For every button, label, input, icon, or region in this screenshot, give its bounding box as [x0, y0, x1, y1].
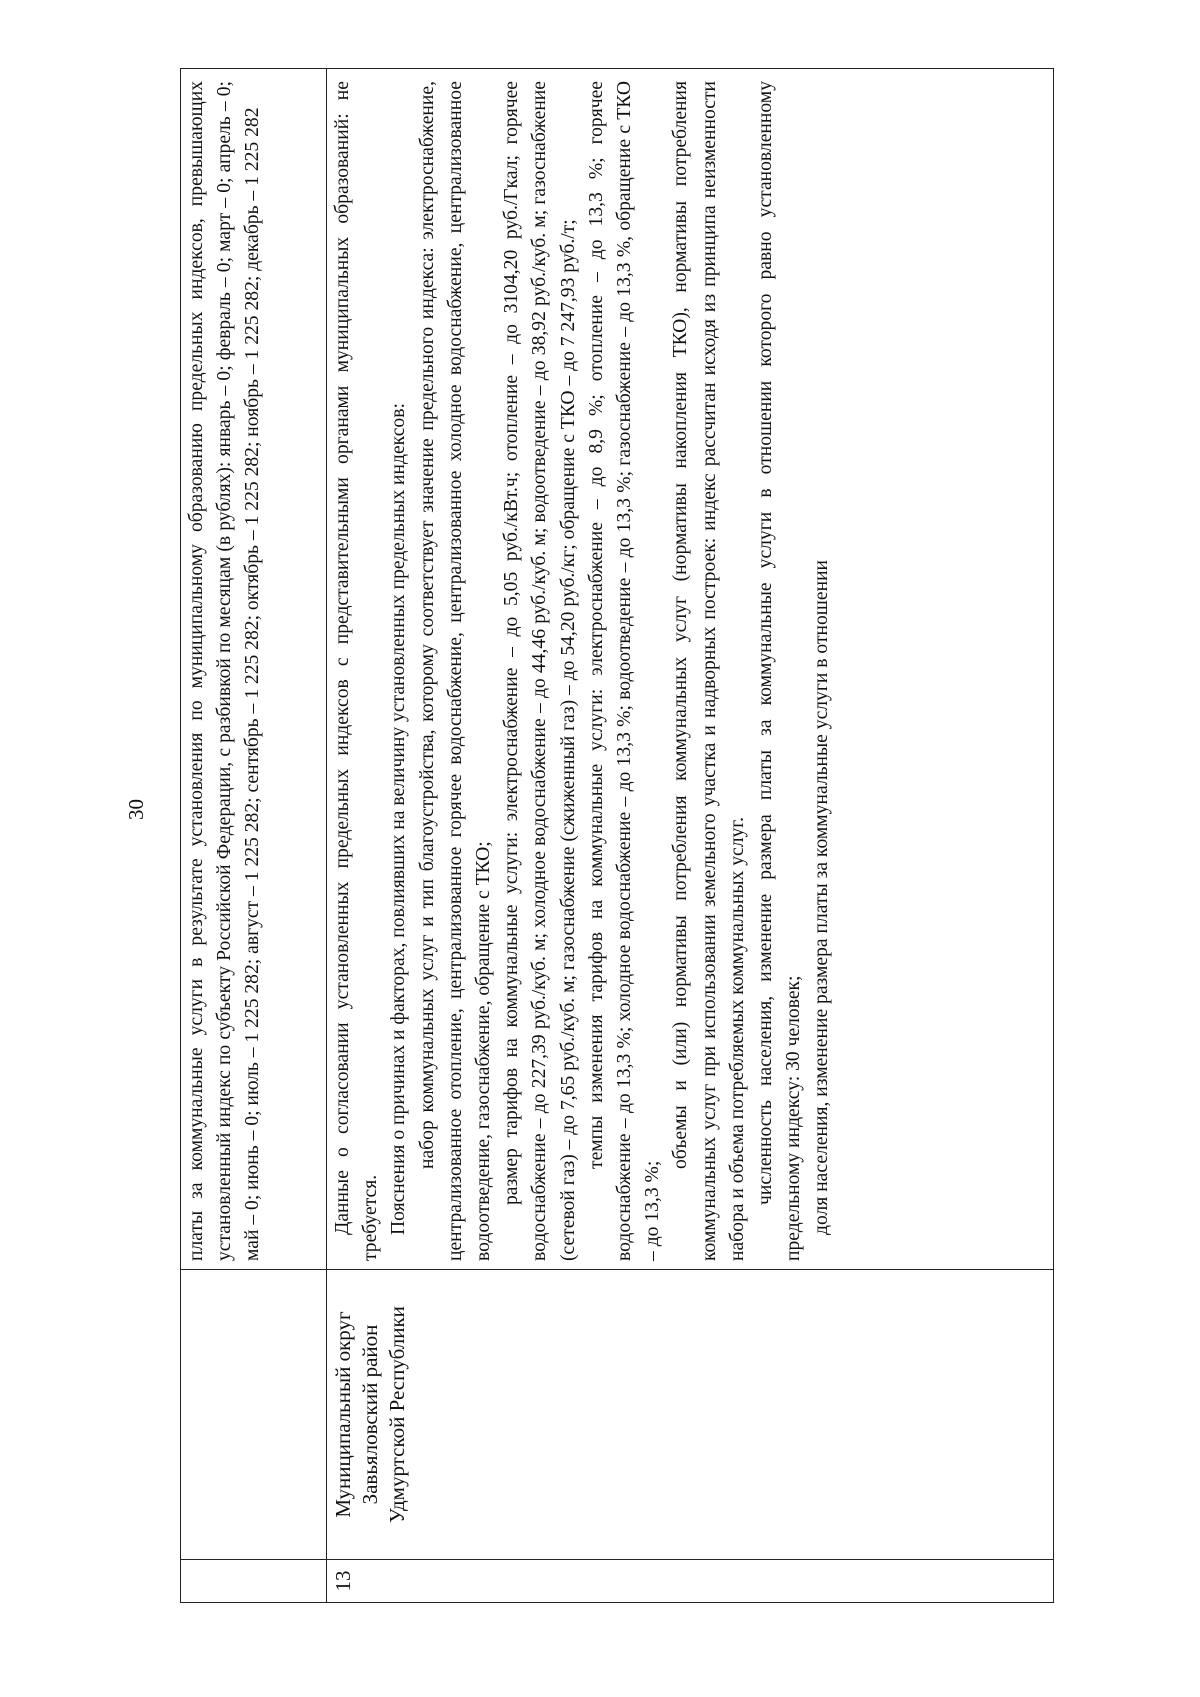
description-paragraph: доля населения, изменение размера платы за коммунальные услуги в отношении: [811, 559, 833, 1235]
municipality-name: Муниципальный округ Завьяловский район Удмуртской Республики: [331, 1306, 409, 1523]
description-cell: [181, 69, 326, 1269]
description-paragraph: темпы изменения тарифов на коммунальные услуги: электроснабжение – до 8,9 %; отопление – до 13,3 %; горячее водоснабжение – до 13,3 %; холодное водоснабжение – до 13,3 %; водоотведение – до 13,3 %; газоснабжение – до 13,3 %, обращение с ТКО – до 13,3 %;: [585, 81, 664, 1261]
description-paragraph: Данные о согласовании установленных предельных индексов с представительными органами муниципальных образований: не требуется.: [332, 81, 382, 1261]
page-number: 30: [124, 799, 148, 820]
landscape-table-sheet: [180, 68, 1054, 1603]
municipality-name: [181, 1270, 184, 1559]
table-row-13: [327, 69, 1054, 1602]
row-number-cell: [181, 1559, 326, 1602]
municipality-cell: [327, 1269, 1054, 1559]
description-paragraph: численность населения, изменение размера платы за коммунальные услуги в отношении которого равно установленному предельному индексу: 30 человек;: [755, 81, 805, 1261]
data-table: [180, 68, 1054, 1603]
description-paragraph: объемы и (или) нормативы потребления коммунальных услуг (нормативы накопления ТКО), нормативы потребления коммунальных услуг при использовании земельного участка и надворных построек: индекс рассчитан исходя из принципа неизменности набора и объема потребляемых коммунальных услуг.: [670, 81, 748, 1261]
description-paragraph: размер тарифов на коммунальные услуги: электроснабжение – до 5,05 руб./кВт.ч; отопление – до 3104,20 руб./Гкал; горячее водоснабжение – до 227,39 руб./куб. м; холодное водоснабжение – до 44,46 руб./куб. м; водоотведение – до 38,92 руб./куб. м; газоснабжение (сетевой газ) – до 7,65 руб./куб. м; газоснабжение (сжиженный газ) – до 54,20 руб./кг; обращение с ТКО – до 7 247,93 руб./т;: [501, 81, 579, 1261]
description-paragraph: набор коммунальных услуг и тип благоустройства, которому соответствует значение предельного индекса: электроснабжение, централизованное отопление, централизованное горячее водоснабжение, централизованное холодное водоснабжение, централизованное водоотведение, газоснабжение, обращение с ТКО;: [416, 81, 495, 1261]
description-paragraph: платы за коммунальные услуги в результате установления по муниципальному образованию предельных индексов, превышающих установленный индекс по субъекту Российской Федерации, с разбивкой по месяцам (в рублях): январь – 0; февраль – 0; март – 0; апрель – 0; май – 0; июнь – 0; июль – 1 225 282; август – 1 225 282; сентябрь – 1 225 282; октябрь – 1 225 282; ноябрь – 1 225 282; декабрь – 1 225 282: [186, 81, 264, 1261]
description-paragraph: Пояснения о причинах и факторах, повлиявших на величину установленных предельных индексов:: [388, 403, 410, 1235]
row-number: [181, 1560, 183, 1602]
municipality-cell: [181, 1269, 326, 1559]
row-number-cell: [327, 1559, 1054, 1602]
table-row-continuation: [181, 69, 327, 1602]
description-cell: [327, 69, 1054, 1269]
row-number: 13: [331, 1570, 355, 1592]
